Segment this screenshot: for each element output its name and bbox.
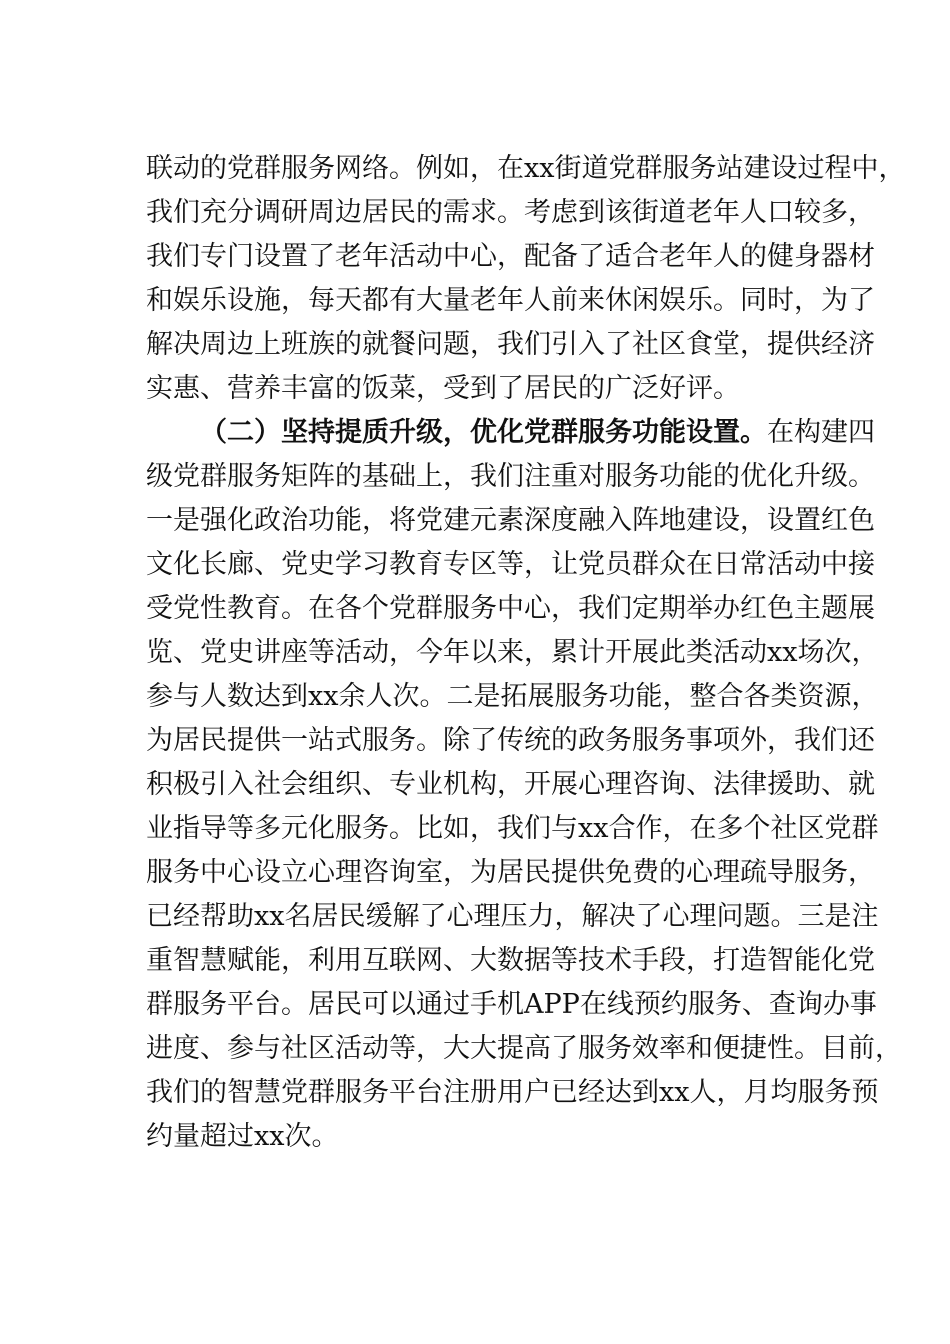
paragraph-line: 服务中心设立心理咨询室，为居民提供免费的心理疏导服务，	[146, 857, 875, 888]
paragraph-line: 我们充分调研周边居民的需求。考虑到该街道老年人口较多，	[146, 197, 875, 228]
paragraph-line: 约量超过xx次。	[146, 1121, 339, 1152]
paragraph-line: 进度、参与社区活动等，大大提高了服务效率和便捷性。目前，	[146, 1033, 902, 1064]
paragraph-line: 我们的智慧党群服务平台注册用户已经达到xx人，月均服务预	[146, 1077, 879, 1108]
paragraph-line: 级党群服务矩阵的基础上，我们注重对服务功能的优化升级。	[146, 461, 875, 492]
paragraph-line: 和娱乐设施，每天都有大量老年人前来休闲娱乐。同时，为了	[146, 285, 875, 316]
paragraph-line: 群服务平台。居民可以通过手机APP在线预约服务、查询办事	[146, 989, 877, 1020]
paragraph-line: 实惠、营养丰富的饭菜，受到了居民的广泛好评。	[146, 373, 740, 404]
paragraph-line: 业指导等多元化服务。比如，我们与xx合作，在多个社区党群	[146, 813, 879, 844]
paragraph-line: 一是强化政治功能，将党建元素深度融入阵地建设，设置红色	[146, 505, 875, 536]
paragraph-line: 联动的党群服务网络。例如，在xx街道党群服务站建设过程中，	[146, 153, 906, 184]
paragraph-line: 已经帮助xx名居民缓解了心理压力，解决了心理问题。三是注	[146, 901, 879, 932]
paragraph-line: 受党性教育。在各个党群服务中心，我们定期举办红色主题展	[146, 593, 875, 624]
paragraph-line: 文化长廊、党史学习教育专区等，让党员群众在日常活动中接	[146, 549, 875, 580]
paragraph-line: 积极引入社会组织、专业机构，开展心理咨询、法律援助、就	[146, 769, 875, 800]
section-heading-line	[200, 411, 875, 455]
paragraph-line: 解决周边上班族的就餐问题，我们引入了社区食堂，提供经济	[146, 329, 875, 360]
paragraph-line: 参与人数达到xx余人次。二是拓展服务功能，整合各类资源，	[146, 681, 879, 712]
section-heading: （二）坚持提质升级，优化党群服务功能设置。	[200, 417, 767, 448]
paragraph-line: 为居民提供一站式服务。除了传统的政务服务事项外，我们还	[146, 725, 875, 756]
paragraph-line: 重智慧赋能，利用互联网、大数据等技术手段，打造智能化党	[146, 945, 875, 976]
paragraph-line: 览、党史讲座等活动，今年以来，累计开展此类活动xx场次，	[146, 637, 879, 668]
paragraph-line: 我们专门设置了老年活动中心，配备了适合老年人的健身器材	[146, 241, 875, 272]
section-heading-tail: 在构建四	[767, 417, 875, 448]
